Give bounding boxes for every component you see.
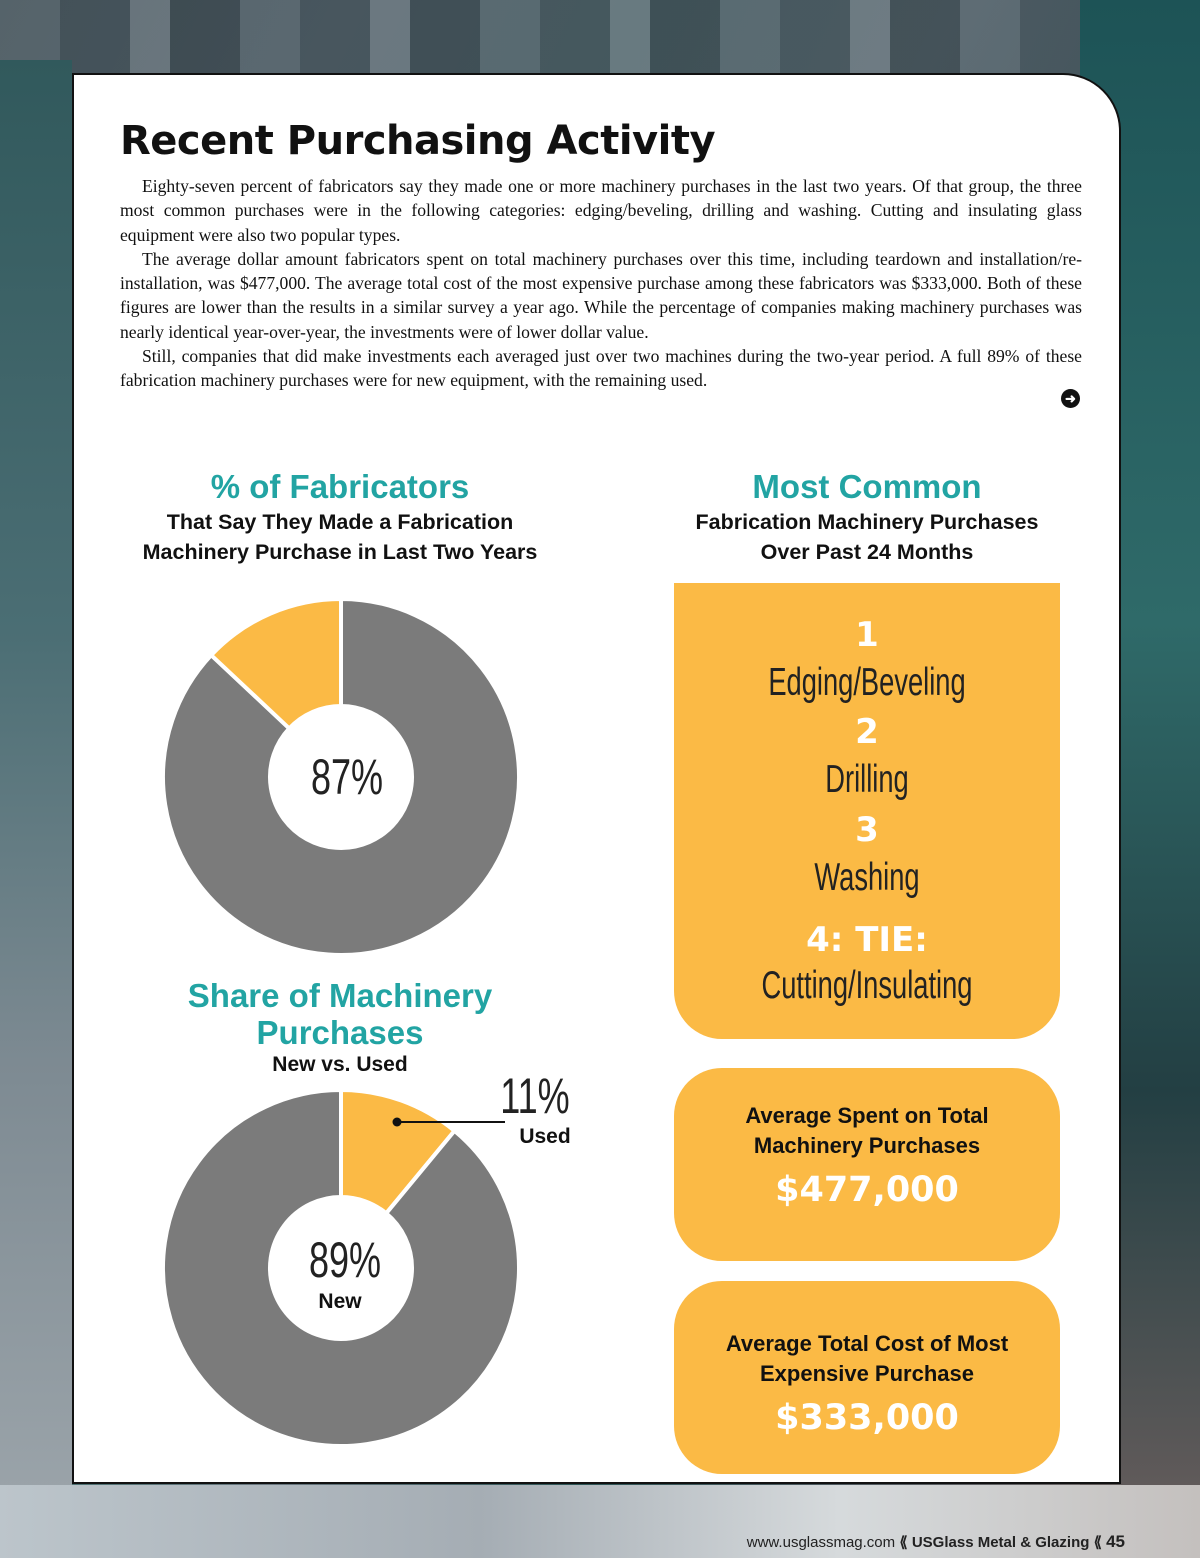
chart1-title: % of Fabricators (210, 468, 470, 505)
rank-3-label: Washing (814, 856, 920, 899)
page-title: Recent Purchasing Activity (120, 118, 716, 164)
chart2-used-label: Used (519, 1125, 571, 1148)
rank-4-number: 4: TIE: (806, 920, 928, 960)
chart2-center-label: New (318, 1290, 362, 1313)
rank-3-number: 3 (855, 810, 879, 850)
stat-2-title-line2: Expensive Purchase (759, 1361, 974, 1386)
most-common-title: Most Common (752, 468, 982, 505)
page-footer (747, 1533, 1125, 1552)
footer-separator: ⟪ (1093, 1534, 1102, 1551)
footer-separator: ⟪ (899, 1534, 908, 1551)
chart2-used-value: 11% (500, 1068, 570, 1124)
stat-1-title-line1: Average Spent on Total (745, 1103, 989, 1128)
footer-url[interactable]: www.usglassmag.com (746, 1534, 896, 1551)
most-common-subtitle-line2: Over Past 24 Months (760, 540, 974, 564)
article-body (120, 174, 1082, 393)
stat-1-value: $477,000 (775, 1170, 959, 1210)
chart2-title-line2: Purchases (256, 1014, 424, 1051)
background-photo-top (0, 0, 1200, 75)
chart1-center-value: 87% (310, 749, 384, 805)
page-number: 45 (1106, 1532, 1125, 1551)
chart2-subtitle: New vs. Used (272, 1053, 408, 1076)
chart2-title (140, 977, 540, 1051)
rank-2-number: 2 (855, 712, 879, 752)
most-common-panel (674, 583, 1060, 1039)
chart2-center-value: 89% (308, 1232, 382, 1288)
stat-card-most-expensive (674, 1281, 1060, 1474)
arrow-right-icon[interactable]: ➜ (1061, 389, 1080, 408)
rank-2-label: Drilling (825, 758, 909, 801)
stat-2-value: $333,000 (775, 1398, 959, 1438)
rank-4-label: Cutting/Insulating (761, 964, 973, 1007)
background-photo-left (0, 60, 72, 1490)
chart1-subtitle-line1: That Say They Made a Fabrication (166, 510, 514, 534)
footer-publication: USGlass Metal & Glazing (911, 1534, 1090, 1551)
paragraph-3: Still, companies that did make investments each averaged just over two machines during the two-year period. A full 89% of these fabrication machinery purchases were for new equipment, with the remaining used. (120, 346, 1082, 391)
chart1-subtitle-line2: Machinery Purchase in Last Two Years (142, 540, 538, 564)
chart2-title-line1: Share of Machinery (187, 977, 493, 1014)
chart1-subtitle (100, 507, 580, 567)
stat-1-title-line2: Machinery Purchases (753, 1133, 981, 1158)
stat-card-average-spent (674, 1068, 1060, 1261)
most-common-subtitle-line1: Fabrication Machinery Purchases (695, 510, 1039, 534)
paragraph-1: Eighty-seven percent of fabricators say they made one or more machinery purchases in the last two years. Of that group, the three most common purchases were in the following categories: edging/beveling, drilling and washing. Cutting and insulating glass equipment were also two popular types. (120, 176, 1082, 245)
stat-2-title-line1: Average Total Cost of Most (725, 1331, 1009, 1356)
most-common-subtitle (640, 507, 1094, 567)
rank-1-label: Edging/Beveling (768, 661, 966, 704)
paragraph-2: The average dollar amount fabricators spent on total machinery purchases over this time, including teardown and installation/re-installation, was $477,000. The average total cost of the most expensive purchase among these fabricators was $333,000. Both of these figures are lower than the results in a similar survey a year ago. While the percentage of companies making machinery purchases was nearly identical year-over-year, the investments were of lower dollar value. (120, 248, 1082, 342)
rank-1-number: 1 (855, 615, 879, 655)
